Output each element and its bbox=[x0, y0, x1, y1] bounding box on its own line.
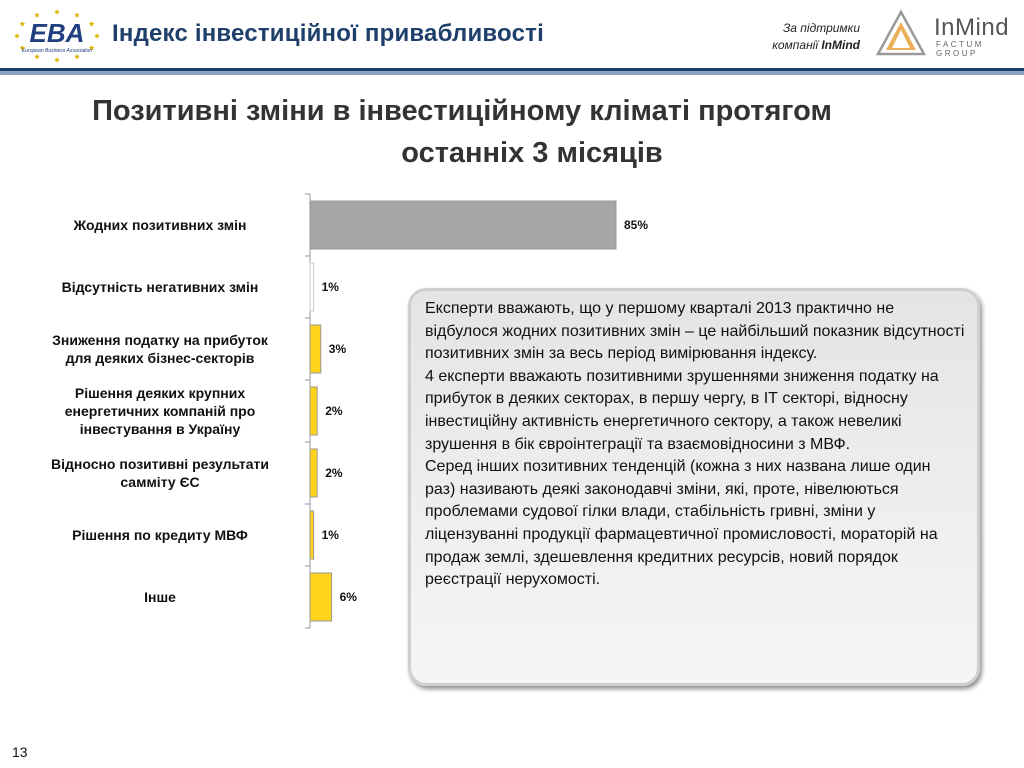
category-label-line: Відносно позитивні результати bbox=[50, 456, 270, 472]
category-label bbox=[52, 332, 269, 366]
category-label-line: інвестування в Україну bbox=[79, 421, 241, 437]
inmind-logo-name: InMind bbox=[934, 14, 1010, 41]
category-label-line: Інше bbox=[144, 589, 176, 605]
bar bbox=[310, 573, 332, 621]
commentary-paragraph-2: 4 експерти вважають позитивними зрушеннями зниження податку на прибуток в деяких секторах, в першу чергу, в ІТ секторі, відносну інвестиційну активність енергетичного сектору, а також невеликі зрушення в бік євроінтеграції та взаємовідносини з МВФ. bbox=[425, 367, 939, 453]
eba-logo-text: EBA bbox=[29, 18, 85, 48]
eba-star-icon bbox=[74, 12, 80, 17]
bar-value-label: 6% bbox=[339, 590, 357, 604]
bar bbox=[310, 263, 314, 311]
category-label-line: Відсутність негативних змін bbox=[61, 279, 259, 295]
inmind-logo-subtitle: FACTUM GROUP bbox=[936, 40, 984, 58]
bar-value-label: 85% bbox=[624, 218, 649, 232]
support-line2 bbox=[756, 37, 860, 54]
eba-star-icon bbox=[94, 33, 100, 38]
bar-value-label: 2% bbox=[325, 404, 343, 418]
category-label bbox=[144, 589, 176, 605]
eba-star-icon bbox=[14, 33, 20, 38]
category-label-line: для деяких бізнес-секторів bbox=[65, 350, 255, 366]
bar-chart-svg bbox=[0, 190, 649, 640]
eba-star-icon bbox=[34, 54, 40, 59]
slide-number: 13 bbox=[12, 744, 28, 760]
eba-star-icon bbox=[74, 54, 80, 59]
bar bbox=[310, 325, 321, 373]
bar bbox=[310, 201, 616, 249]
category-label-line: Жодних позитивних змін bbox=[73, 217, 247, 233]
slide-title bbox=[0, 90, 1024, 174]
slide-title-line1: Позитивні зміни в інвестиційному кліматі протягом bbox=[92, 95, 832, 127]
category-label bbox=[65, 385, 256, 437]
header-title: Індекс інвестиційної привабливості bbox=[112, 20, 544, 47]
category-label-line: Рішення по кредиту МВФ bbox=[72, 527, 248, 543]
support-line1: За підтримки bbox=[782, 21, 860, 35]
bar-value-label: 1% bbox=[321, 280, 339, 294]
category-label bbox=[62, 279, 259, 295]
category-label bbox=[72, 527, 248, 543]
commentary-box bbox=[408, 288, 980, 686]
eba-star-icon bbox=[54, 9, 60, 14]
support-brand: InMind bbox=[821, 38, 860, 52]
category-label-line: самміту ЄС bbox=[120, 474, 200, 490]
bar-value-label: 1% bbox=[321, 528, 339, 542]
bar-chart bbox=[0, 190, 649, 640]
bar-value-label: 2% bbox=[325, 466, 343, 480]
bar bbox=[310, 511, 314, 559]
category-label-line: енергетичних компаній про bbox=[64, 403, 256, 419]
category-label bbox=[73, 217, 247, 233]
eba-logo bbox=[10, 8, 104, 64]
category-label-line: Рішення деяких крупних bbox=[74, 385, 246, 401]
category-label bbox=[51, 456, 269, 490]
category-label-line: Зниження податку на прибуток bbox=[52, 332, 268, 348]
eba-star-icon bbox=[34, 12, 40, 17]
bar-value-label: 3% bbox=[328, 342, 347, 356]
commentary-paragraph-3: Серед інших позитивних тенденцій (кожна з них названа лише один раз) називають деякі законодавчі зміни, які, проте, нівелюються проблемами судової гілки влади, стабільність гривні, зміни у ліцензуванні продукції фармацевтичної промисловості, мораторій на продаж землі, здешевлення кредитних ресурсів, новий порядок реєстрації нерухомості. bbox=[425, 458, 938, 589]
slide-title-line2: останніх 3 місяців bbox=[401, 137, 663, 169]
bar bbox=[310, 387, 317, 435]
header-divider-light bbox=[0, 71, 1024, 75]
commentary-paragraph-1: Експерти вважають, що у першому кварталі 2013 практично не відбулося жодних позитивних змін – це найбільший показник відсутності позитивних змін за весь період вимірювання індексу. bbox=[425, 300, 965, 363]
inmind-logo-icon bbox=[876, 10, 926, 56]
eba-star-icon bbox=[54, 57, 60, 62]
support-prefix: компанії bbox=[772, 38, 822, 52]
support-credit bbox=[756, 20, 860, 54]
eba-star-icon bbox=[89, 21, 95, 26]
eba-logo-subtext: European Business Association bbox=[21, 48, 93, 54]
bar bbox=[310, 449, 317, 497]
slide-header bbox=[0, 0, 1024, 70]
eba-star-icon bbox=[20, 21, 26, 26]
